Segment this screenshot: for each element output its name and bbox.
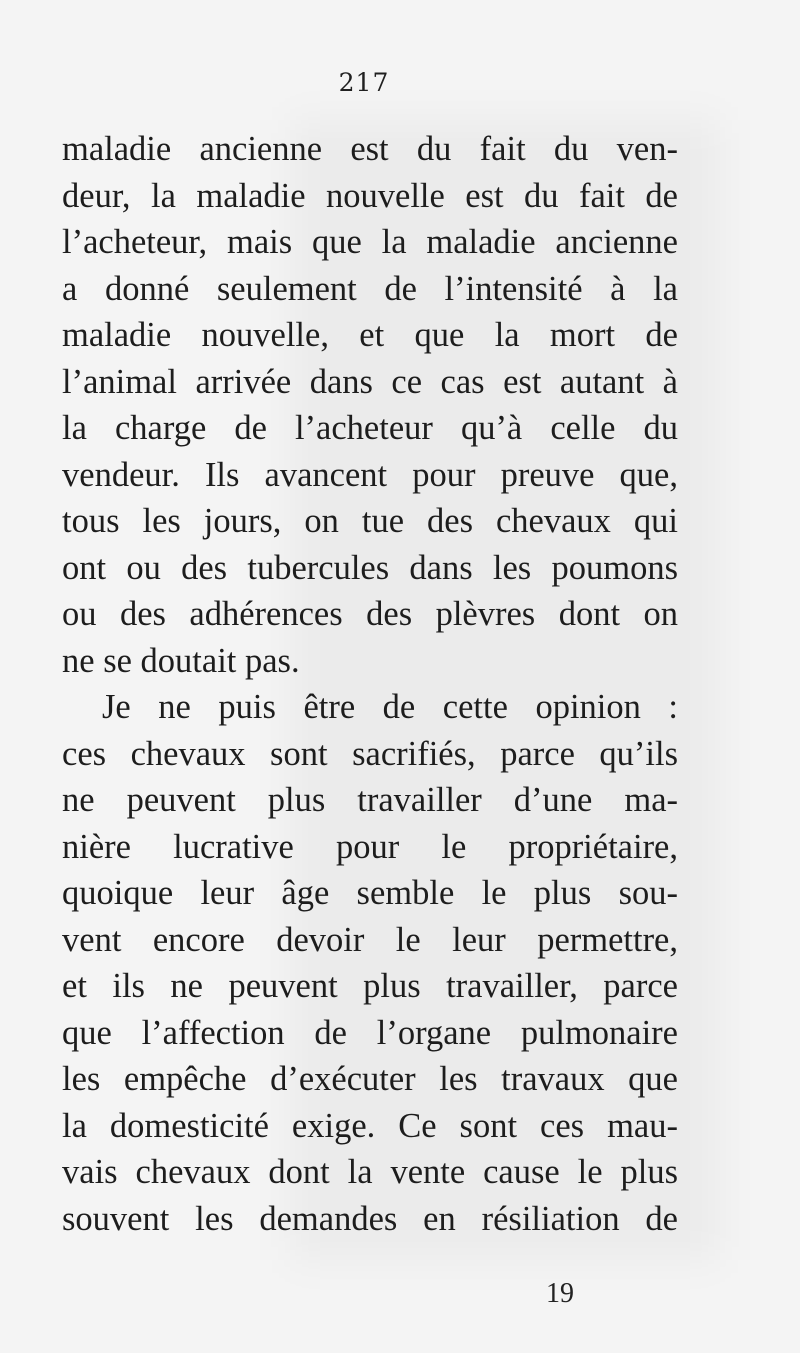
text-line: les empêche d’exécuter les travaux que bbox=[62, 1060, 678, 1098]
text-line: la charge de l’acheteur qu’à celle du bbox=[62, 409, 678, 447]
text-line: ne peuvent plus travailler d’une ma- bbox=[62, 781, 678, 819]
text-line: vais chevaux dont la vente cause le plus bbox=[62, 1153, 678, 1191]
paragraph-end-line: ne se doutait pas. bbox=[62, 641, 300, 680]
signature-mark: 19 bbox=[546, 1278, 574, 1309]
text-line: nière lucrative pour le propriétaire, bbox=[62, 827, 678, 866]
text-line: souvent les demandes en résiliation de bbox=[62, 1199, 678, 1238]
text-line: ont ou des tubercules dans les poumons bbox=[62, 548, 678, 587]
text-line: quoique leur âge semble le plus sou- bbox=[62, 874, 678, 912]
text-line: tous les jours, on tue des chevaux qui bbox=[62, 502, 678, 540]
text-line: maladie nouvelle, et que la mort de bbox=[62, 316, 678, 354]
body-text bbox=[62, 126, 678, 1242]
text-line: que l’affection de l’organe pulmonaire bbox=[62, 1013, 678, 1052]
text-line: et ils ne peuvent plus travailler, parce bbox=[62, 967, 678, 1005]
text-line: l’animal arrivée dans ce cas est autant à bbox=[62, 362, 678, 401]
text-line: vent encore devoir le leur permettre, bbox=[62, 920, 678, 959]
page-number: 217 bbox=[338, 68, 390, 97]
text-line: deur, la maladie nouvelle est du fait de bbox=[62, 176, 678, 215]
text-line: la domesticité exige. Ce sont ces mau- bbox=[62, 1106, 678, 1145]
text-line: vendeur. Ils avancent pour preuve que, bbox=[62, 455, 678, 494]
paragraph-start-line: Je ne puis être de cette opinion : bbox=[102, 688, 678, 726]
text-line: ces chevaux sont sacrifiés, parce qu’ils bbox=[62, 734, 678, 773]
text-line: a donné seulement de l’intensité à la bbox=[62, 269, 678, 308]
text-line: ou des adhérences des plèvres dont on bbox=[62, 595, 678, 633]
text-line: l’acheteur, mais que la maladie ancienne bbox=[62, 223, 678, 261]
text-line: maladie ancienne est du fait du ven- bbox=[62, 130, 678, 168]
